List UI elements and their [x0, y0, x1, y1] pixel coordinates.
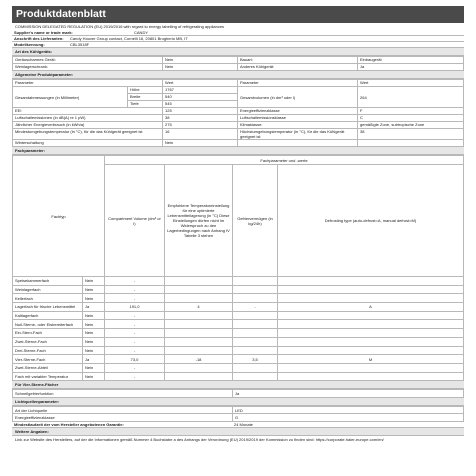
type-table — [12, 56, 464, 71]
supplier-label: Supplier's name or trade mark: — [14, 30, 73, 35]
compartment-temperature — [165, 294, 233, 303]
compartment-present: Nein — [83, 363, 105, 372]
compartment-volume: - — [105, 294, 165, 303]
param-value: 125 — [163, 108, 238, 115]
param-value: C — [358, 115, 464, 122]
compartment-volume: - — [105, 320, 165, 329]
general-row — [13, 129, 464, 140]
type-cell: Weinlagerschrank: — [13, 64, 163, 71]
compartment-temperature — [165, 346, 233, 355]
param-label: Mindestumgebungstemperatur (in °C), für die das Kühlgerät geeignet ist — [13, 129, 163, 140]
compartment-capacity — [233, 320, 278, 329]
compartment-volume: - — [105, 329, 165, 338]
fach-section-heading: Fachparameter: — [12, 147, 464, 155]
param-value: 275 — [163, 122, 238, 129]
compartment-type: Zwei-Sterne-Abteil — [13, 363, 83, 372]
dimension-value: 1767 — [163, 87, 238, 94]
light-row — [13, 406, 464, 414]
compartment-defrost — [278, 346, 464, 355]
compartment-temperature — [165, 277, 233, 286]
compartment-present: Nein — [83, 294, 105, 303]
param-value: F — [358, 108, 464, 115]
type-cell: Nein — [163, 57, 238, 64]
compartment-row — [13, 329, 464, 338]
compartment-row — [13, 372, 464, 381]
param-value: Nein — [163, 140, 238, 147]
compartment-volume: - — [105, 285, 165, 294]
light-label: Art der Lichtquelle — [13, 406, 233, 414]
dimension-value: 540 — [163, 94, 238, 101]
fach-group-header: Fachparameter und -werte — [105, 156, 464, 165]
param-value — [358, 140, 464, 147]
compartment-type: Vier-Sterne-Fach — [13, 355, 83, 364]
compartment-capacity — [233, 285, 278, 294]
header-cell: Parameter — [238, 80, 358, 87]
compartment-volume: - — [105, 311, 165, 320]
compartment-defrost — [278, 329, 464, 338]
four-star-value: Ja — [233, 390, 464, 398]
param-value: 38 — [163, 115, 238, 122]
compartment-row — [13, 303, 464, 312]
compartment-defrost — [278, 294, 464, 303]
compartment-present: Nein — [83, 372, 105, 381]
temperature-header: Empfohlene Temperatureinstellung für eine optimierte Lebensmittellagerung (in °C) Diese Einstellungen dürfen nicht im Widerspruch zu den Lagerbedingungen nach Anhang IV Tabelle 3 stehen — [165, 165, 233, 277]
compartment-temperature: 4 — [165, 303, 233, 312]
general-row — [13, 108, 464, 115]
compartment-temperature — [165, 311, 233, 320]
param-value: 38 — [358, 129, 464, 140]
compartment-row — [13, 337, 464, 346]
compartment-present: Nein — [83, 346, 105, 355]
header-cell: Parameter — [13, 80, 163, 87]
compartment-volume: - — [105, 372, 165, 381]
compartment-present: Nein — [83, 329, 105, 338]
compartment-capacity — [233, 277, 278, 286]
compartment-present: Nein — [83, 320, 105, 329]
compartment-capacity — [233, 329, 278, 338]
compartment-present: Nein — [83, 337, 105, 346]
compartment-volume: - — [105, 363, 165, 372]
compartment-rows — [13, 277, 464, 381]
compartment-defrost: M — [278, 355, 464, 364]
general-section-heading: Allgemeine Produktparameter: — [12, 71, 464, 79]
compartment-type: Lagerfach für frische Lebensmittel — [13, 303, 83, 312]
page-title: Produktdatenblatt — [12, 6, 464, 23]
compartment-present: Nein — [83, 277, 105, 286]
param-label — [238, 140, 358, 147]
light-value: LED — [233, 406, 464, 414]
compartment-type: Weinlagerfach — [13, 285, 83, 294]
compartment-capacity — [233, 363, 278, 372]
compartment-defrost — [278, 285, 464, 294]
compartment-row — [13, 294, 464, 303]
compartment-present: Nein — [83, 311, 105, 320]
fach-type-header: Fachtyp — [13, 156, 105, 277]
light-section-heading: Lichtquellenparameter: — [12, 398, 464, 406]
param-value: 16 — [163, 129, 238, 140]
compartment-type: Drei-Sterne-Fach — [13, 346, 83, 355]
general-header-row — [13, 80, 464, 87]
model-value: CBL3518F — [70, 42, 90, 47]
type-cell: Nein — [163, 64, 238, 71]
param-label: Luftschallemissionen (in dB(A) re 1 pW) — [13, 115, 163, 122]
compartment-capacity: 3,5 — [233, 355, 278, 364]
total-volume-label: Gesamtvolumen (in dm³ oder l) — [238, 87, 358, 108]
light-value: G — [233, 414, 464, 422]
compartment-present: Ja — [83, 355, 105, 364]
type-row — [13, 64, 464, 71]
compartment-type: Kellerfach — [13, 294, 83, 303]
dimensions-label: Gesamtabmessungen (in Millimeter) — [13, 87, 128, 108]
light-row — [13, 414, 464, 422]
compartment-row — [13, 320, 464, 329]
regulation-text: COMMISSION DELEGATED REGULATION (EU) 2019/2016 with regard to energy labelling of refrigerating appliances — [15, 24, 225, 29]
compartment-table — [12, 155, 464, 381]
compartment-row — [13, 311, 464, 320]
type-cell: Einbaugerät — [358, 57, 464, 64]
product-data-sheet — [12, 6, 464, 443]
param-label: Energieeffizienzklasse — [238, 108, 358, 115]
param-label: Luftschallemissionsklasse — [238, 115, 358, 122]
type-cell: Geräuscharmes Gerät: — [13, 57, 163, 64]
model-label: Modellkennung: — [14, 42, 45, 47]
compartment-defrost: A — [278, 303, 464, 312]
compartment-present: Nein — [83, 285, 105, 294]
dimension-name: Tiefe — [128, 101, 163, 108]
compartment-temperature — [165, 285, 233, 294]
compartment-present: Ja — [83, 303, 105, 312]
compartment-volume: 191,0 — [105, 303, 165, 312]
compartment-capacity: - — [233, 303, 278, 312]
type-cell: Bauart: — [238, 57, 358, 64]
address-label: Anschrift des Lieferanten: — [14, 36, 64, 41]
compartment-row — [13, 346, 464, 355]
four-star-row — [13, 390, 464, 398]
general-row — [13, 122, 464, 129]
further-info-text: Link zur Website des Herstellers, auf der die Informationen gemäß Nummer 4 Buchstabe a des Anhangs der Verordnung (EU) 2019/2019 der Kommission zu finden sind: https://corporate.haier-europe.com/en/ — [15, 436, 384, 442]
four-star-table — [12, 389, 464, 398]
type-cell: Anderes Kühlgerät: — [238, 64, 358, 71]
compartment-row — [13, 277, 464, 286]
volume-header: Compartment Volume (dm³ or l) — [105, 165, 165, 277]
compartment-capacity — [233, 372, 278, 381]
general-row — [13, 115, 464, 122]
compartment-defrost — [278, 337, 464, 346]
compartment-type: Fach mit variabler Temperatur — [13, 372, 83, 381]
capacity-header: Gefriervermögen (in kg/24h) — [233, 165, 278, 277]
warranty-label: Mindestlaufzeit der vom Hersteller angebotenen Garantie: — [14, 421, 124, 427]
header-cell: Wert — [163, 80, 238, 87]
param-label: Winterschaltung — [13, 140, 163, 147]
light-label: Energieeffizienzklasse — [13, 414, 233, 422]
fach-group-header-row — [13, 156, 464, 165]
address-value: Candy Hoover Group contact, Cornelli 16, 20801 Brugherio MB, IT — [70, 36, 188, 41]
compartment-defrost — [278, 277, 464, 286]
compartment-type: Ein-Stern-Fach — [13, 329, 83, 338]
compartment-type: Kaltlagerfach — [13, 311, 83, 320]
compartment-temperature — [165, 337, 233, 346]
dimension-row — [13, 87, 464, 94]
param-label: Jährlicher Energieverbrauch (in kWh/a) — [13, 122, 163, 129]
header-cell: Wert — [358, 80, 464, 87]
compartment-volume: - — [105, 277, 165, 286]
compartment-volume: 73,0 — [105, 355, 165, 364]
light-table — [12, 406, 464, 422]
further-section-heading: Weitere Angaben: — [12, 428, 464, 436]
compartment-volume: - — [105, 346, 165, 355]
compartment-row — [13, 355, 464, 364]
type-cell: Ja — [358, 64, 464, 71]
warranty-value: 24 Monate — [234, 421, 253, 427]
compartment-type: Zwei-Sterne-Fach — [13, 337, 83, 346]
compartment-capacity — [233, 346, 278, 355]
supplier-value: CANDY — [134, 30, 149, 35]
compartment-volume: - — [105, 337, 165, 346]
general-table — [12, 79, 464, 147]
compartment-capacity — [233, 294, 278, 303]
four-star-label: Schnellgefrierfunktion — [13, 390, 233, 398]
compartment-capacity — [233, 337, 278, 346]
compartment-temperature: -18 — [165, 355, 233, 364]
type-section-heading: Art des Kühlgeräts: — [12, 48, 464, 56]
dimension-name: Breite — [128, 94, 163, 101]
compartment-type: Null-Sterne- oder Eisbereiterfach — [13, 320, 83, 329]
compartment-defrost — [278, 372, 464, 381]
param-label: Klimaklasse: — [238, 122, 358, 129]
type-row — [13, 57, 464, 64]
compartment-defrost — [278, 320, 464, 329]
param-value: gemäßigte Zone, subtropische Zone — [358, 122, 464, 129]
general-row — [13, 140, 464, 147]
dimension-value: 545 — [163, 101, 238, 108]
compartment-defrost — [278, 311, 464, 320]
compartment-temperature — [165, 329, 233, 338]
compartment-temperature — [165, 372, 233, 381]
compartment-defrost — [278, 363, 464, 372]
compartment-row — [13, 285, 464, 294]
compartment-capacity — [233, 311, 278, 320]
compartment-type: Speisekammerfach — [13, 277, 83, 286]
defrost-header: Defrosting type (auto-defrost=A, manual defrost=M) — [278, 165, 464, 277]
compartment-temperature — [165, 363, 233, 372]
compartment-temperature — [165, 320, 233, 329]
total-volume-value: 264 — [358, 87, 464, 108]
param-label: EEI — [13, 108, 163, 115]
dimension-name: Höhe — [128, 87, 163, 94]
compartment-row — [13, 363, 464, 372]
four-star-section-heading: Für Vier-Sterne-Fächer — [12, 381, 464, 389]
param-label: Höchstumgebungstemperatur (in °C), für die das Kühlgerät geeignet ist — [238, 129, 358, 140]
